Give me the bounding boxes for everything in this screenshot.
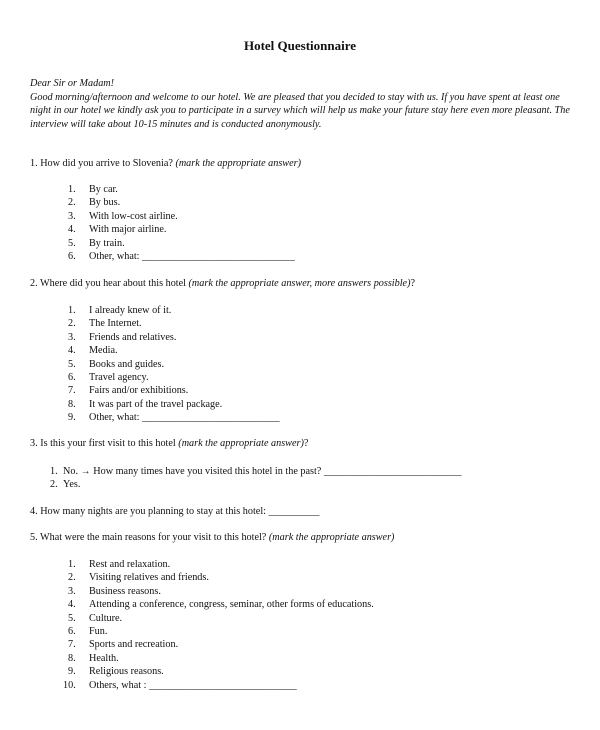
q2-option-3[interactable]: 3. Friends and relatives. (68, 331, 177, 343)
question-3 (30, 438, 308, 449)
document-title: Hotel Questionnaire (243, 38, 357, 53)
question-2-tail: ? (410, 278, 416, 289)
intro-block (30, 77, 575, 131)
q1-option-2[interactable]: 2. By bus. (68, 197, 121, 209)
question-1-options (68, 183, 295, 263)
question-3-text: 3. Is this your first visit to this hotel (30, 438, 176, 449)
q2-option-5[interactable]: 5. Books and guides. (68, 358, 164, 370)
question-5-note: (mark the appropriate answer) (268, 532, 395, 543)
question-2 (30, 278, 415, 289)
q5-option-9[interactable]: 9. Religious reasons. (68, 666, 164, 678)
q2-option-6[interactable]: 6. Travel agency. (68, 372, 149, 384)
question-1-text: 1. How did you arrive to Slovenia? (30, 158, 173, 169)
q2-option-7[interactable]: 7. Fairs and/or exhibitions. (68, 385, 189, 397)
q2-option-1[interactable]: 1. I already knew of it. (68, 305, 172, 316)
greeting: Dear Sir or Madam! (30, 78, 115, 89)
q5-option-5[interactable]: 5. Culture. (68, 612, 123, 624)
q5-option-3[interactable]: 3. Business reasons. (68, 585, 161, 597)
question-4-text[interactable]: 4. How many nights are you planning to stay at this hotel: __________ (30, 506, 320, 517)
question-4 (30, 506, 319, 517)
q2-option-4[interactable]: 4. Media. (68, 345, 118, 357)
q1-option-4[interactable]: 4. With major airline. (68, 224, 167, 236)
question-3-note: (mark the appropriate answer) (178, 438, 304, 449)
intro-text: Good morning/afternoon and welcome to our hotel. We are pleased that you decided to stay with us. If you have spent at least one night in our hotel we kindly ask you to participate in a survey which will help us make your future stay here even more pleasant. The interview will take about 10-15 minutes and is conducted anonymously. (30, 91, 570, 130)
q5-option-8[interactable]: 8. Health. (68, 652, 119, 664)
q1-option-3[interactable]: 3. With low-cost airline. (68, 210, 178, 222)
q5-option-4[interactable]: 4. Attending a conference, congress, seminar, other forms of educations. (68, 599, 374, 611)
question-5-options (63, 558, 374, 692)
question-2-options (68, 304, 280, 425)
q2-option-9[interactable]: 9. Other, what: ___________________________ (68, 412, 280, 424)
q5-option-10[interactable]: 10. Others, what : _____________________________ (63, 679, 297, 691)
q2-option-8[interactable]: 8. It was part of the travel package. (68, 398, 223, 410)
question-2-text: 2. Where did you hear about this hotel (30, 278, 186, 289)
q1-option-5[interactable]: 5. By train. (68, 237, 125, 249)
q2-option-2[interactable]: 2. The Internet. (68, 318, 142, 330)
question-1-note: (mark the appropriate answer) (175, 158, 301, 169)
q1-option-6[interactable]: 6. Other, what: ______________________________ (68, 251, 295, 263)
q5-option-6[interactable]: 6. Fun. (68, 626, 108, 638)
question-3-options (50, 465, 461, 492)
q3-option-1[interactable]: 1. No. → How many times have you visited this hotel in the past? ___________________________ (50, 466, 462, 477)
q5-option-1[interactable]: 1. Rest and relaxation. (68, 559, 171, 570)
question-3-tail: ? (303, 438, 309, 449)
question-5-text: 5. What were the main reasons for your visit to this hotel? (30, 532, 267, 543)
question-2-note: (mark the appropriate answer, more answers possible) (188, 278, 411, 289)
q3-option-2[interactable]: 2. Yes. (50, 479, 81, 491)
question-5 (30, 532, 394, 543)
question-1 (30, 158, 301, 169)
q1-option-1[interactable]: 1. By car. (68, 184, 118, 195)
q5-option-2[interactable]: 2. Visiting relatives and friends. (68, 572, 209, 584)
q5-option-7[interactable]: 7. Sports and recreation. (68, 639, 179, 651)
